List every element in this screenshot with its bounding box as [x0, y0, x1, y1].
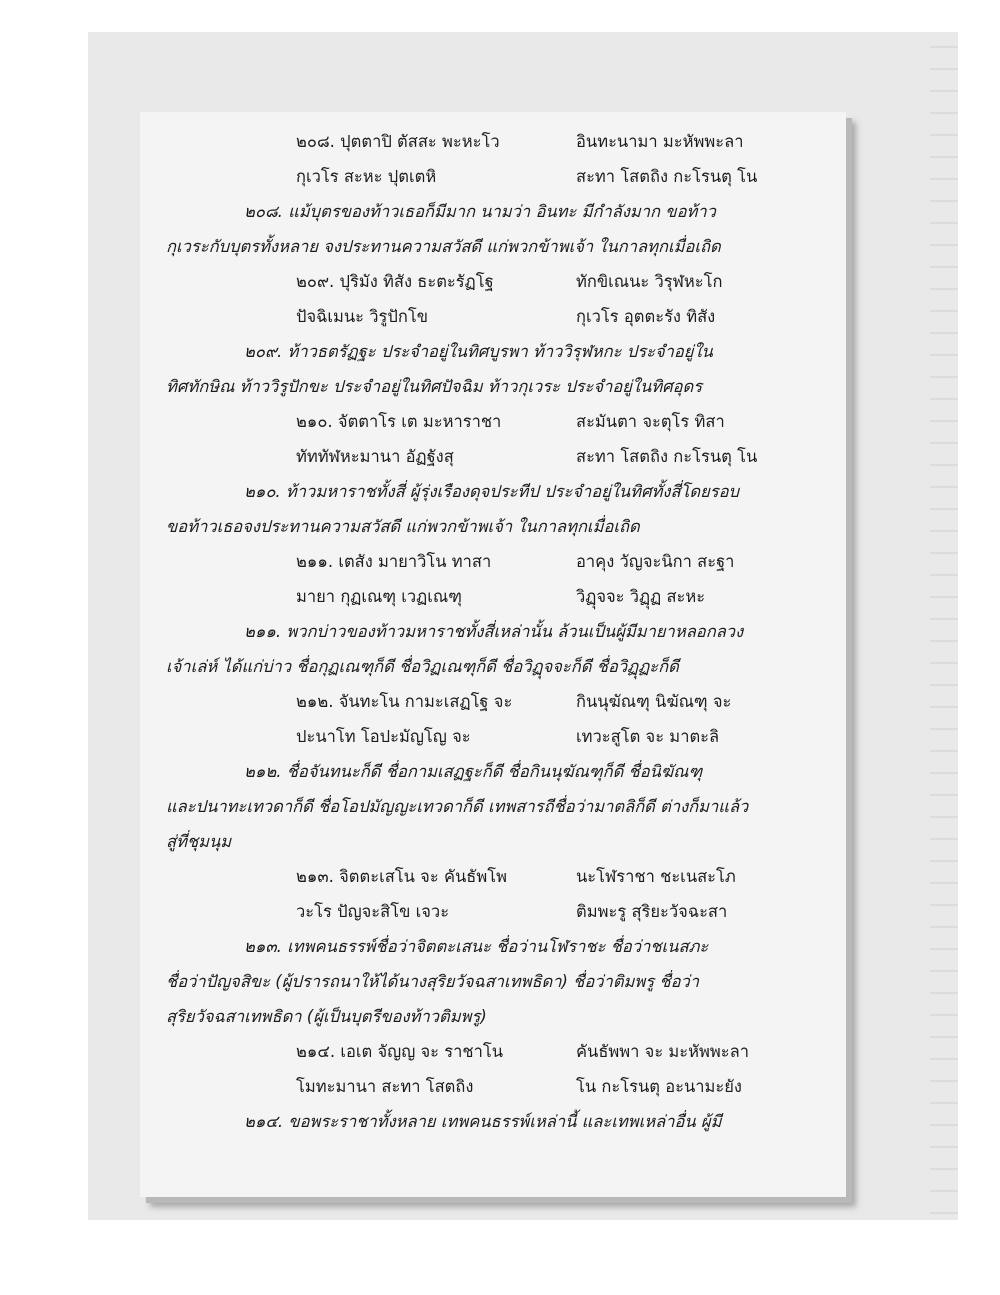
verse-second-half: นะโฬราชา ชะเนสะโภ: [576, 866, 736, 886]
verse-second-half: กุเวโร อุตตะรัง ทิสัง: [576, 306, 716, 326]
translation-line: กุเวระกับบุตรทั้งหลาย จงประทานความสวัสดี แก่พวกข้าพเจ้า ในกาลทุกเมื่อเถิด: [166, 237, 721, 256]
verse-second-half: เทวะสูโต จะ มาตะลิ: [576, 726, 720, 746]
verse-first-half: โมทะมานา สะทา โสตถิง: [296, 1076, 474, 1096]
verse-line: [166, 544, 836, 579]
translation-line: ชื่อว่าปัญจสิขะ (ผู้ปรารถนาให้ได้นางสุริยวัจฉสาเทพธิดา) ชื่อว่าติมพรู ชื่อว่า: [166, 972, 700, 991]
translation-line: และปนาทะเทวดาก็ดี ชื่อโอปมัญญะเทวดาก็ดี เทพสารถีชื่อว่ามาตลิก็ดี ต่างก็มาแล้ว: [166, 797, 749, 816]
translation-paragraph: [166, 614, 836, 684]
verse-line: [166, 1034, 836, 1069]
verse-line: [166, 124, 836, 159]
translation-line: ๒๑๔. ขอพระราชาทั้งหลาย เทพคนธรรพ์เหล่านี้ และเทพเหล่าอื่น ผู้มี: [244, 1112, 722, 1131]
verse-first-half: ๒๑๔. เอเต จัญญ จะ ราชาโน: [296, 1041, 504, 1061]
verse-first-half: ๒๑๓. จิตตะเสโน จะ คันธัพโพ: [296, 866, 507, 886]
translation-paragraph: [166, 754, 836, 859]
verse-second-half: สะทา โสตถิง กะโรนตุ โน: [576, 446, 758, 466]
translation-line: ๒๑๓. เทพคนธรรพ์ชื่อว่าจิตตะเสนะ ชื่อว่านโฬราชะ ชื่อว่าชเนสภะ: [244, 937, 709, 956]
verse-first-half: วะโร ปัญจะสิโข เจวะ: [296, 901, 450, 921]
verse-line: [166, 404, 836, 439]
verse-line: [166, 684, 836, 719]
translation-line: เจ้าเล่ห์ ได้แก่บ่าว ชื่อกุฏเณฑุก็ดี ชื่อวิฏเณฑุก็ดี ชื่อวิฏุจจะก็ดี ชื่อวิฏุฏะก็ดี: [166, 657, 679, 676]
verse-second-half: สะมันตา จะตุโร ทิสา: [576, 411, 725, 431]
verse-second-half: สะทา โสตถิง กะโรนตุ โน: [576, 166, 758, 186]
verse-first-half: ปัจฉิเมนะ วิรูปักโข: [296, 306, 429, 326]
translation-line: ๒๑๑. พวกบ่าวของท้าวมหาราชทั้งสี่เหล่านั้น ล้วนเป็นผู้มีมายาหลอกลวง: [244, 622, 744, 641]
translation-paragraph: [166, 334, 836, 404]
translation-paragraph: [166, 194, 836, 264]
translation-line: ทิศทักษิณ ท้าววิรูปักขะ ประจำอยู่ในทิศปัจฉิม ท้าวกุเวระ ประจำอยู่ในทิศอุดร: [166, 377, 703, 396]
verse-second-half: ทักขิเณนะ วิรุฬหะโก: [576, 271, 723, 291]
verse-second-half: วิฏุจจะ วิฏุฏ สะหะ: [576, 586, 706, 606]
translation-line: ๒๑๐. ท้าวมหาราชทั้งสี่ ผู้รุ่งเรืองดุจประทีป ประจำอยู่ในทิศทั้งสี่โดยรอบ: [244, 482, 740, 501]
verse-first-half: ปะนาโท โอปะมัญโญ จะ: [296, 726, 471, 746]
verse-line: [166, 439, 836, 474]
translation-paragraph: [166, 474, 836, 544]
translation-line: ๒๑๒. ชื่อจันทนะก็ดี ชื่อกามเสฏฐะก็ดี ชื่อกินนุฆัณฑุก็ดี ชื่อนิฆัณฑุ: [244, 762, 703, 781]
verse-line: [166, 159, 836, 194]
verse-second-half: อาคุง วัญจะนิกา สะฐา: [576, 551, 735, 571]
verse-second-half: คันธัพพา จะ มะหัพพะลา: [576, 1041, 750, 1061]
verse-first-half: ทัททัฬหะมานา อัฏฐังสุ: [296, 446, 454, 466]
translation-paragraph: [166, 929, 836, 1034]
verse-line: [166, 299, 836, 334]
translation-line: ๒๐๘. แม้บุตรของท้าวเธอก็มีมาก นามว่า อินทะ มีกำลังมาก ขอท้าว: [244, 202, 716, 221]
verse-line: [166, 894, 836, 929]
translation-line: สุริยวัจฉสาเทพธิดา (ผู้เป็นบุตรีของท้าวติมพรู): [166, 1007, 487, 1026]
verse-second-half: อินทะนามา มะหัพพะลา: [576, 131, 744, 151]
verse-first-half: ๒๐๘. ปุตตาปิ ตัสสะ พะหะโว: [296, 131, 500, 151]
verse-line: [166, 859, 836, 894]
verse-first-half: ๒๐๙. ปุริมัง ทิสัง ธะตะรัฏโฐ: [296, 271, 494, 291]
verse-first-half: ๒๑๑. เตสัง มายาวิโน ทาสา: [296, 551, 492, 571]
verse-line: [166, 719, 836, 754]
verse-first-half: กุเวโร สะหะ ปุตเตหิ: [296, 166, 437, 186]
page-text: [166, 124, 836, 1139]
verse-line: [166, 264, 836, 299]
verse-line: [166, 579, 836, 614]
verse-first-half: ๒๑๒. จันทะโน กามะเสฏโฐ จะ: [296, 691, 513, 711]
binding-edge: [930, 32, 958, 1220]
translation-paragraph: [166, 1104, 836, 1139]
verse-first-half: มายา กุฏเณฑุ เวฏเณฑุ: [296, 586, 462, 606]
verse-second-half: โน กะโรนตุ อะนามะยัง: [576, 1076, 742, 1096]
translation-line: ๒๐๙. ท้าวธตรัฏฐะ ประจำอยู่ในทิศบูรพา ท้าววิรุฬหกะ ประจำอยู่ใน: [244, 342, 713, 361]
verse-second-half: กินนุฆัณฑุ นิฆัณฑุ จะ: [576, 691, 732, 711]
verse-second-half: ติมพะรู สุริยะวัจฉะสา: [576, 901, 728, 921]
verse-line: [166, 1069, 836, 1104]
translation-line: สู่ที่ชุมนุม: [166, 832, 232, 851]
translation-line: ขอท้าวเธอจงประทานความสวัสดี แก่พวกข้าพเจ้า ในกาลทุกเมื่อเถิด: [166, 517, 640, 536]
verse-first-half: ๒๑๐. จัตตาโร เต มะหาราชา: [296, 411, 502, 431]
